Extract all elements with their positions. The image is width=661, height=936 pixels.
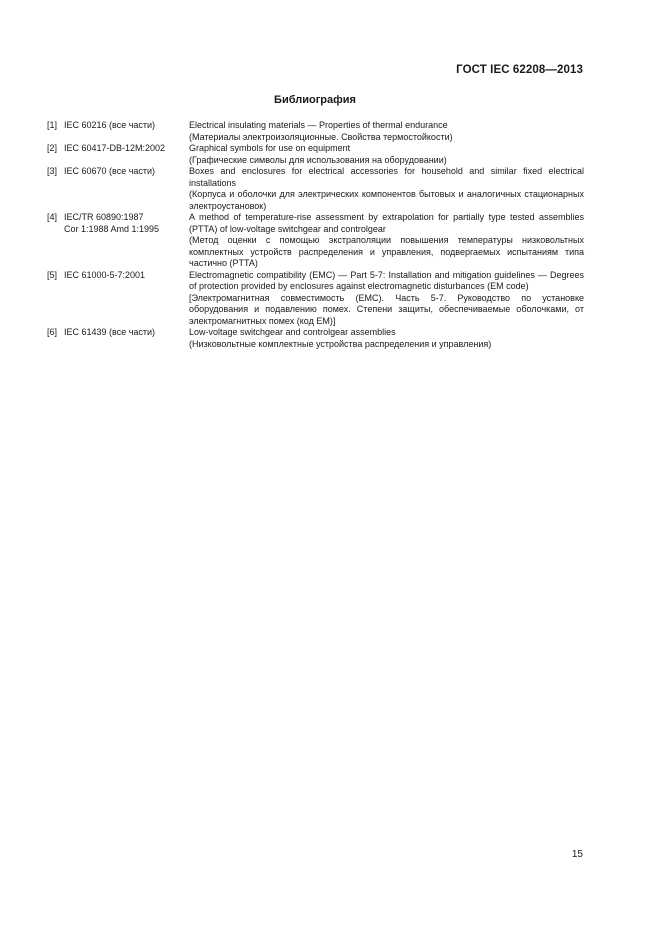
entry-reference bbox=[64, 143, 189, 166]
bibliography-entry-2 bbox=[47, 143, 584, 166]
entry-number: [1] bbox=[47, 120, 58, 130]
entry-title-ru: [Электромагнитная совместимость (EMC). Часть 5-7. Руководство по установке оборудования и подавлению помех. Степени защиты, обеспечиваемые оболочками, от электромагнитных помех (код ЕМ)] bbox=[189, 292, 584, 326]
bibliography-entry-1 bbox=[47, 120, 584, 143]
entry-description bbox=[189, 166, 584, 212]
entry-reference bbox=[64, 327, 189, 350]
entry-title-ru: (Графические символы для использования на оборудовании) bbox=[189, 154, 447, 165]
entry-description bbox=[189, 270, 584, 328]
bibliography-entry-5 bbox=[47, 270, 584, 328]
entry-title-en: Graphical symbols for use on equipment bbox=[189, 143, 351, 153]
entry-reference-line: IEC 61439 (все части) bbox=[64, 327, 156, 337]
entry-number: [4] bbox=[47, 212, 58, 222]
entry-description bbox=[189, 143, 584, 166]
entry-reference-line: IEC 61000-5-7:2001 bbox=[64, 269, 146, 280]
entry-title-en: Electromagnetic compatibility (EMC) — Part 5-7: Installation and mitigation guidelines — Degrees of protection provided by enclosures against electromagnetic disturbances (EM code) bbox=[189, 269, 584, 291]
entry-reference bbox=[64, 120, 189, 143]
entry-title-en: Boxes and enclosures for electrical accessories for household and similar fixed electrical installations bbox=[189, 166, 584, 188]
bibliography-entry-3 bbox=[47, 166, 584, 212]
page-number: 15 bbox=[571, 849, 583, 860]
bibliography-title: Библиография bbox=[274, 94, 356, 106]
entry-title-en: Electrical insulating materials — Properties of thermal endurance bbox=[189, 120, 448, 130]
entry-reference-line: IEC/TR 60890:1987 bbox=[64, 212, 144, 222]
bibliography-list bbox=[47, 120, 584, 350]
entry-number: [2] bbox=[47, 143, 58, 153]
entry-number: [6] bbox=[47, 327, 58, 337]
entry-reference bbox=[64, 270, 189, 328]
entry-number: [5] bbox=[47, 269, 58, 280]
entry-reference bbox=[64, 166, 189, 212]
entry-description bbox=[189, 212, 584, 270]
entry-reference bbox=[64, 212, 189, 270]
entry-reference-line: IEC 60417-DB-12M:2002 bbox=[64, 143, 166, 153]
entry-title-ru: (Метод оценки с помощью экстраполяции повышения температуры низковольтных комплектных устройств распределения и управления, подвергаемых испытаниям типа частично (PTTA) bbox=[189, 235, 584, 268]
document-standard-header: ГОСТ IEC 62208—2013 bbox=[456, 64, 583, 76]
entry-title-ru: (Материалы электроизоляционные. Свойства термостойкости) bbox=[189, 131, 453, 142]
entry-description bbox=[189, 120, 584, 143]
entry-title-ru: (Низковольтные комплектные устройства распределения и управления) bbox=[189, 338, 492, 349]
entry-reference-line: IEC 60216 (все части) bbox=[64, 120, 156, 130]
entry-description bbox=[189, 327, 584, 350]
bibliography-entry-4 bbox=[47, 212, 584, 270]
entry-reference-line: IEC 60670 (все части) bbox=[64, 166, 156, 176]
entry-title-en: Low-voltage switchgear and controlgear assemblies bbox=[189, 327, 396, 337]
entry-number: [3] bbox=[47, 166, 58, 176]
bibliography-entry-6 bbox=[47, 327, 584, 350]
entry-title-en: A method of temperature-rise assessment by extrapolation for partially type tested assemblies (PTTA) of low-voltage switchgear and controlgear bbox=[189, 212, 584, 234]
entry-reference-line: Cor 1:1988 Amd 1:1995 bbox=[64, 223, 160, 234]
entry-title-ru: (Корпуса и оболочки для электрических компонентов бытовых и аналогичных стационарных электроустановок) bbox=[189, 189, 584, 211]
